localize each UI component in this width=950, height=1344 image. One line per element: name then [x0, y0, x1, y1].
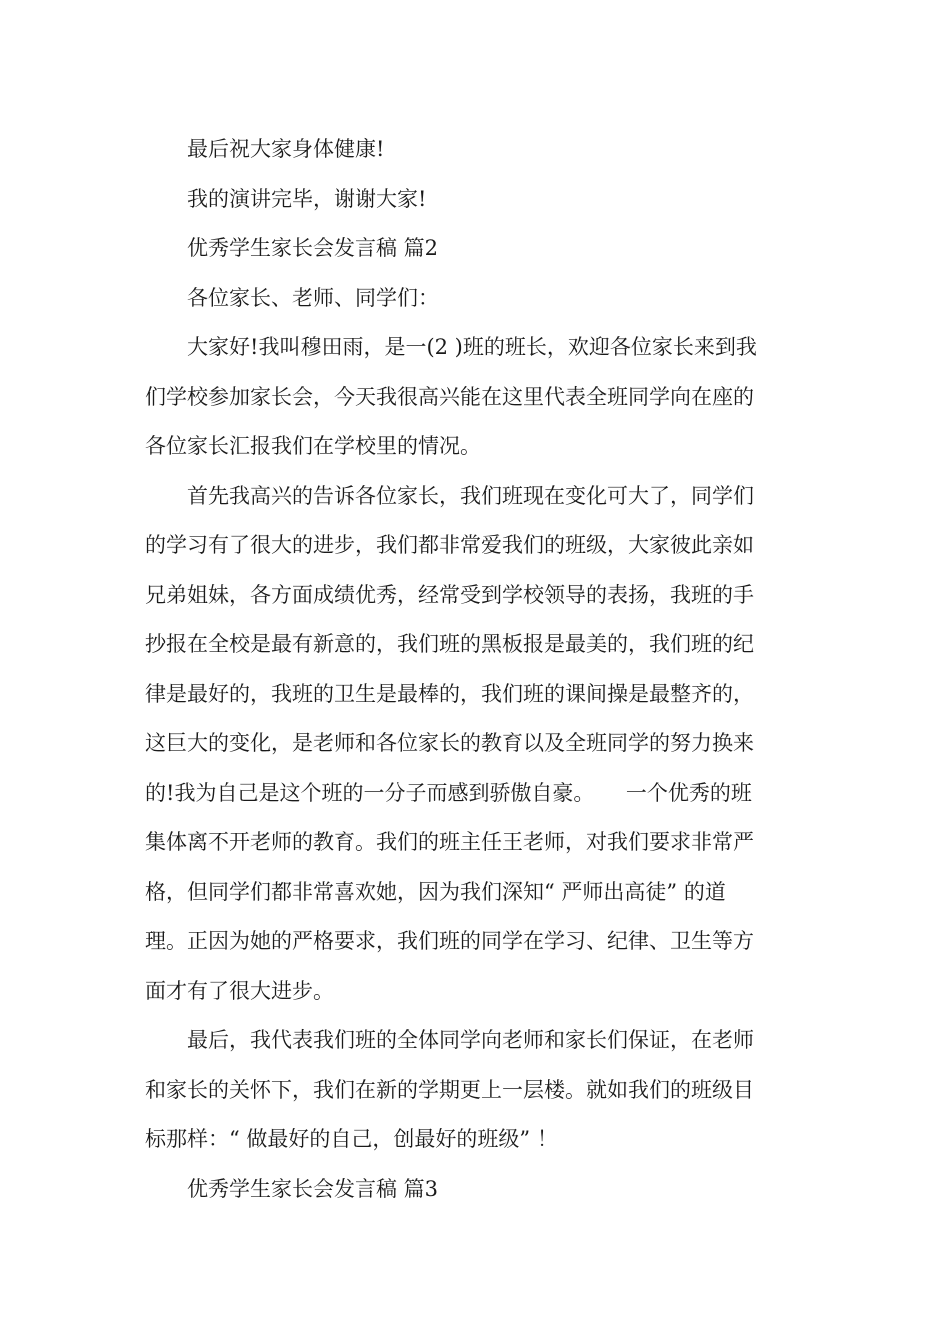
text-line: 抄报在全校是最有新意的，我们班的黑板报是最美的，我们班的纪	[145, 632, 754, 656]
text-line: 格，但同学们都非常喜欢她，因为我们深知“ 严师出高徒” 的道	[145, 879, 726, 904]
text-line: 的!我为自己是这个班的一分子而感到骄傲自豪。 一个优秀的班	[145, 780, 752, 805]
text-line: 标那样：“ 做最好的自己，创最好的班级” ！	[145, 1127, 558, 1151]
text-line: 首先我高兴的告诉各位家长，我们班现在变化可大了，同学们	[145, 483, 754, 508]
text-line: 我的演讲完毕，谢谢大家!	[145, 186, 427, 211]
section-heading: 优秀学生家长会发言稿 篇2	[145, 236, 439, 260]
text-line: 们学校参加家长会，今天我很高兴能在这里代表全班同学向在座的	[145, 384, 754, 409]
text-line: 兄弟姐妹，各方面成绩优秀，经常受到学校领导的表扬，我班的手	[145, 582, 754, 607]
text-line: 大家好!我叫穆田雨，是一(2 )班的班长，欢迎各位家长来到我	[145, 335, 757, 359]
text-line: 理。正因为她的严格要求，我们班的同学在学习、纪律、卫生等方	[145, 929, 754, 953]
text-line: 最后，我代表我们班的全体同学向老师和家长们保证，在老师	[145, 1028, 754, 1052]
text-line: 和家长的关怀下，我们在新的学期更上一层楼。就如我们的班级目	[145, 1077, 754, 1102]
section-heading: 优秀学生家长会发言稿 篇3	[145, 1176, 439, 1201]
salutation: 各位家长、老师、同学们：	[145, 285, 439, 310]
text-line: 这巨大的变化，是老师和各位家长的教育以及全班同学的努力换来	[145, 731, 754, 755]
text-line: 最后祝大家身体健康!	[145, 137, 385, 161]
document-body	[145, 125, 807, 1214]
text-line: 律是最好的，我班的卫生是最棒的，我们班的课间操是最整齐的，	[145, 681, 754, 706]
text-line: 面才有了很大进步。	[145, 978, 334, 1003]
text-line: 的学习有了很大的进步，我们都非常爱我们的班级，大家彼此亲如	[145, 533, 754, 557]
text-line: 各位家长汇报我们在学校里的情况。	[145, 434, 481, 458]
text-line: 集体离不开老师的教育。我们的班主任王老师，对我们要求非常严	[145, 830, 754, 854]
